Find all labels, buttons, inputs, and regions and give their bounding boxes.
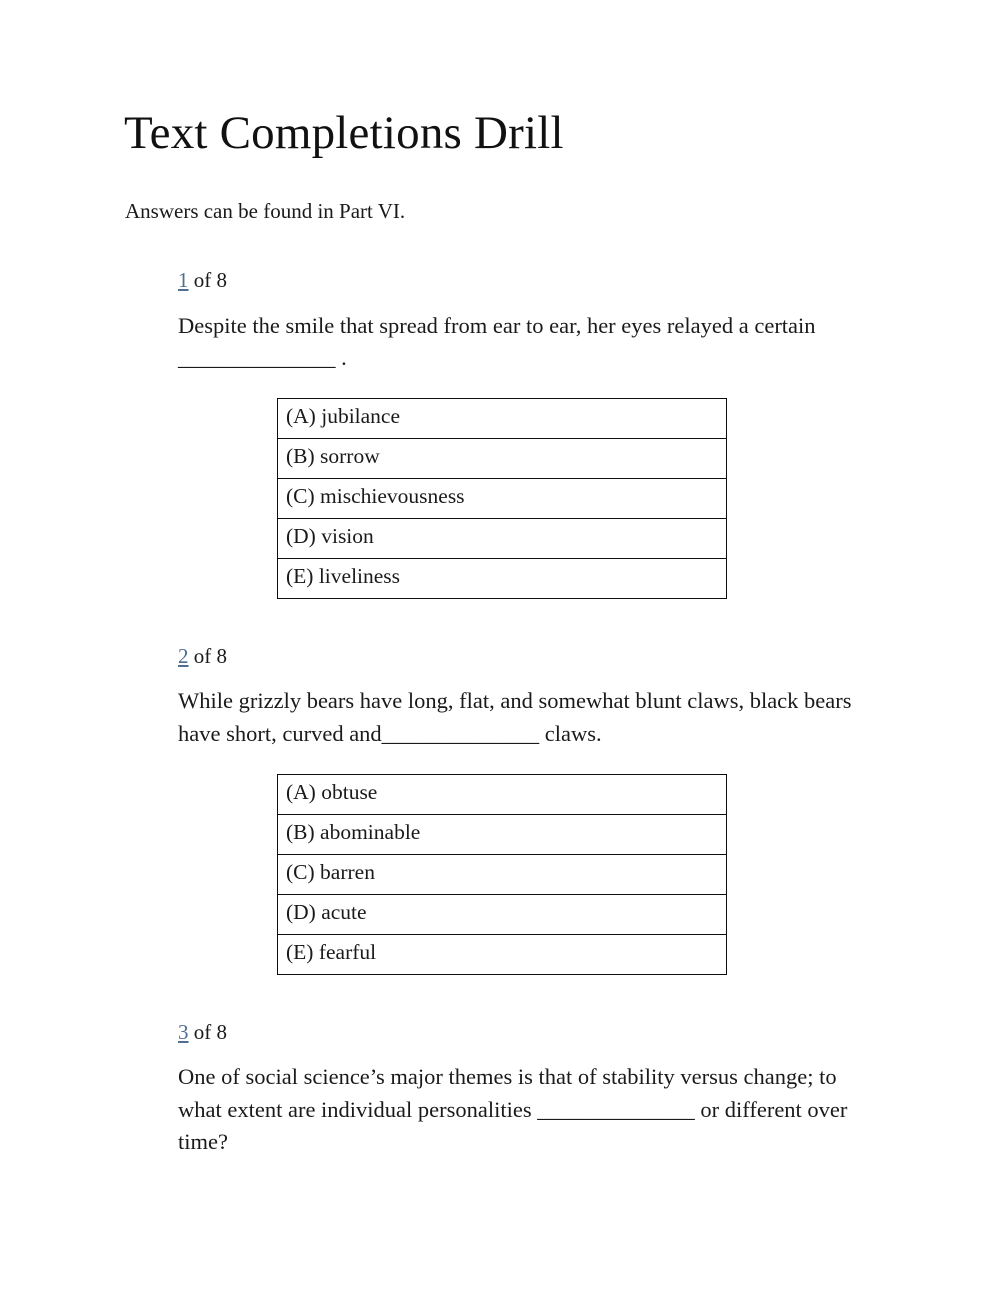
question-counter: [178, 641, 882, 673]
question-number-link[interactable]: 2: [178, 643, 189, 668]
question-block: [178, 265, 882, 599]
table-row[interactable]: [278, 558, 727, 598]
answer-choice[interactable]: (E) fearful: [278, 934, 727, 974]
question-counter-suffix: of 8: [188, 268, 227, 292]
question-number-link[interactable]: 3: [178, 1019, 189, 1044]
answer-choice[interactable]: (E) liveliness: [278, 558, 727, 598]
table-row[interactable]: [278, 398, 727, 438]
table-row[interactable]: [278, 934, 727, 974]
table-row[interactable]: [278, 438, 727, 478]
answer-choices-table: [277, 774, 727, 975]
answer-choice[interactable]: (B) sorrow: [278, 438, 727, 478]
table-row[interactable]: [278, 894, 727, 934]
question-counter-suffix: of 8: [188, 643, 227, 668]
answer-choice[interactable]: (B) abominable: [278, 814, 727, 854]
answer-choices-table: [277, 398, 727, 599]
answer-choice[interactable]: (D) vision: [278, 518, 727, 558]
questions-list: [178, 265, 882, 1159]
answer-choice[interactable]: (C) barren: [278, 854, 727, 894]
table-row[interactable]: [278, 814, 727, 854]
table-row[interactable]: [278, 478, 727, 518]
answer-choice[interactable]: (A) obtuse: [278, 774, 727, 814]
table-row[interactable]: [278, 854, 727, 894]
question-counter: [178, 265, 882, 297]
answer-choice[interactable]: (C) mischievousness: [278, 478, 727, 518]
page-title: Text Completions Drill: [124, 107, 564, 159]
question-stem: One of social science’s major themes is that of stability versus change; to what extent are individual personalities ______________ or different over time?: [178, 1064, 848, 1155]
question-number-link[interactable]: 1: [178, 268, 189, 292]
question-block: [178, 1017, 882, 1159]
answers-note: Answers can be found in Part VI.: [125, 199, 406, 223]
table-row[interactable]: [278, 774, 727, 814]
question-counter: [178, 1017, 882, 1049]
question-stem: Despite the smile that spread from ear to ear, her eyes relayed a certain ______________ .: [178, 312, 816, 371]
question-counter-suffix: of 8: [188, 1019, 227, 1044]
question-block: [178, 641, 882, 975]
question-stem: While grizzly bears have long, flat, and somewhat blunt claws, black bears have short, curved and______________ claws.: [178, 688, 852, 746]
answer-choice[interactable]: (A) jubilance: [278, 398, 727, 438]
answer-choice[interactable]: (D) acute: [278, 894, 727, 934]
table-row[interactable]: [278, 518, 727, 558]
